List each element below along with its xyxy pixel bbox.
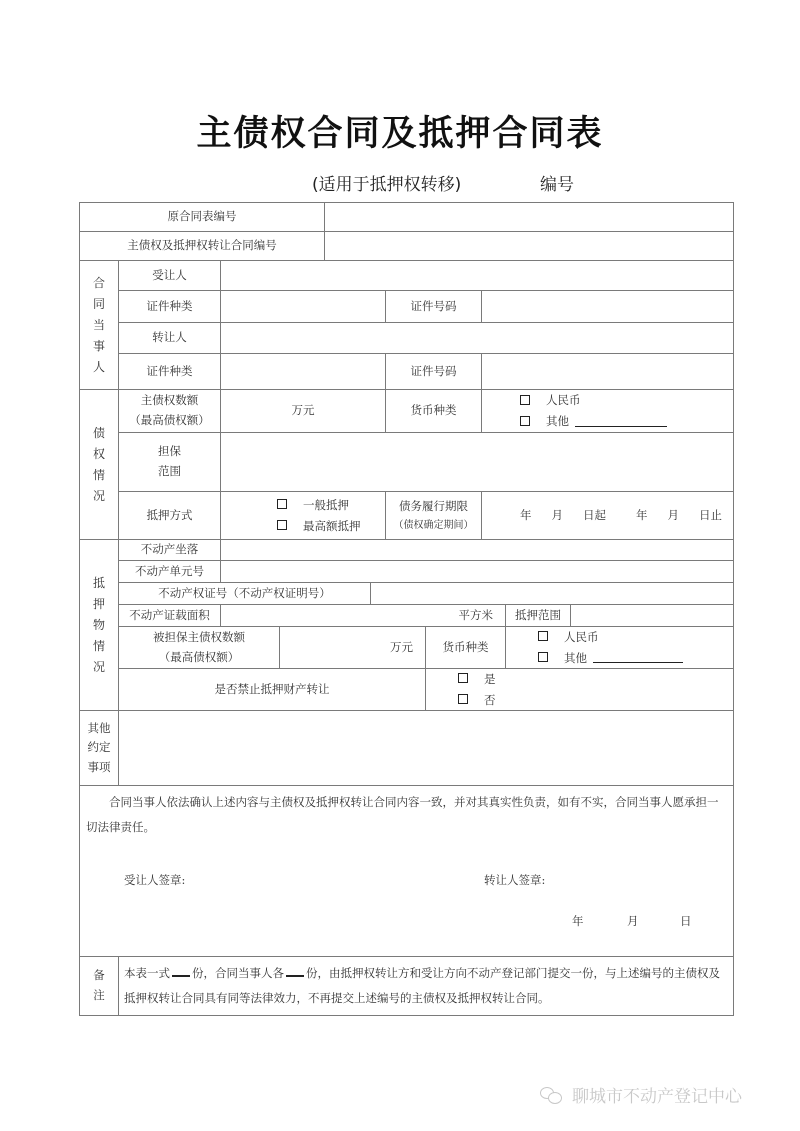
- debt-term-field[interactable]: [481, 491, 734, 540]
- collateral-currency-options: [505, 626, 734, 669]
- document-subtitle: (适用于抵押权转移): [312, 175, 462, 195]
- remarks-line2: 注: [93, 988, 105, 1002]
- transfer-ban-label: 是否禁止抵押财产转让: [118, 668, 426, 711]
- claim-currency-other-label: 其他: [546, 414, 569, 428]
- debt-term-label-line2: （债权确定期间）: [393, 519, 474, 531]
- claim-currency-other-input[interactable]: [575, 417, 667, 427]
- guarantee-scope-line2: 范围: [158, 464, 181, 478]
- collateral-currency-other-option[interactable]: [538, 648, 683, 669]
- document-title: 主债权合同及抵押合同表: [196, 114, 604, 154]
- remarks-text-part3: 份，由抵押权转让方和受让方向不动产登记部门提交一份，与上述编号的主债权及抵押权转让合同具有同等法律效力，不再提交上述编号的主债权及抵押权转让合同。: [124, 966, 720, 1005]
- property-area-label: 不动产证载面积: [118, 604, 221, 627]
- original-contract-no-label: 原合同表编号: [79, 202, 325, 232]
- term-start-month: 月: [551, 507, 563, 522]
- transfer-ban-no-option[interactable]: [458, 690, 496, 711]
- term-start-day: 日起: [583, 507, 606, 522]
- sign-date-month: 月: [627, 914, 639, 928]
- checkbox-icon[interactable]: [277, 499, 287, 509]
- property-area-field[interactable]: [220, 604, 506, 627]
- collateral-currency-label: 货币种类: [425, 626, 506, 669]
- claim-currency-rmb-label: 人民币: [546, 393, 581, 407]
- copies-total-blank[interactable]: [172, 967, 190, 977]
- mortgage-scope-label: 抵押范围: [505, 604, 571, 627]
- debt-term-label: [385, 491, 482, 540]
- transferor-id-no-field[interactable]: [481, 353, 734, 390]
- claim-currency-options: [481, 389, 734, 433]
- remarks-text-part2: 份，合同当事人各: [192, 966, 284, 980]
- secured-amount-unit: 万元: [390, 639, 413, 654]
- claim-amount-label-line2: （最高债权额）: [129, 413, 210, 427]
- remarks-text-part1: 本表一式: [124, 966, 170, 980]
- checkbox-icon[interactable]: [538, 652, 548, 662]
- guarantee-scope-field[interactable]: [220, 432, 734, 492]
- collateral-currency-other-input[interactable]: [593, 653, 683, 663]
- collateral-currency-other-label: 其他: [564, 650, 587, 665]
- claim-amount-unit: 万元: [291, 403, 315, 418]
- mortgage-type-label: 抵押方式: [118, 491, 221, 540]
- secured-amount-label-line1: 被担保主债权数额: [153, 629, 245, 644]
- collateral-section-label: [79, 539, 119, 711]
- term-end-month: 月: [667, 507, 679, 522]
- transferee-field[interactable]: [220, 260, 734, 291]
- transfer-contract-no-label: 主债权及抵押权转让合同编号: [79, 231, 325, 261]
- other-terms-line1: 其他: [87, 720, 111, 735]
- declaration-text: 合同当事人依法确认上述内容与主债权及抵押权转让合同内容一致，并对其真实性负责，如有不实，合同当事人愿承担一切法律责任。: [86, 795, 719, 834]
- mortgage-type-maximum-label: 最高额抵押: [303, 518, 361, 533]
- property-unit-no-field[interactable]: [220, 560, 734, 583]
- claim-section-text: 债权情况: [92, 425, 105, 503]
- mortgage-type-maximum-option[interactable]: [277, 516, 361, 537]
- id-no-label: 证件号码: [385, 290, 482, 323]
- remarks-line1: 备: [93, 968, 105, 983]
- copies-each-blank[interactable]: [286, 967, 304, 977]
- transferee-label: 受让人: [118, 260, 221, 291]
- property-area-unit: 平方米: [458, 607, 493, 622]
- serial-number-label: 编号: [540, 175, 574, 195]
- checkbox-icon[interactable]: [277, 520, 287, 530]
- term-end-day: 日止: [699, 507, 722, 522]
- guarantee-scope-line1: 担保: [158, 444, 181, 459]
- transferor-field[interactable]: [220, 322, 734, 354]
- collateral-section-text: 抵押物情况: [92, 575, 105, 674]
- secured-amount-label-line2: （最高债权额）: [158, 649, 240, 664]
- transfer-ban-no-label: 否: [484, 692, 496, 707]
- watermark-text: 聊城市不动产登记中心: [572, 1087, 742, 1107]
- property-cert-no-field[interactable]: [370, 582, 734, 605]
- checkbox-icon[interactable]: [458, 694, 468, 704]
- id-type-label: 证件种类: [118, 290, 221, 323]
- transferee-signature-label: 受让人签章:: [124, 873, 186, 887]
- sign-date-year: 年: [572, 914, 584, 928]
- term-start-year: 年: [520, 507, 532, 522]
- property-unit-no-label: 不动产单元号: [118, 560, 221, 583]
- term-end-year: 年: [636, 507, 648, 522]
- secured-amount-label: [118, 626, 280, 669]
- claim-amount-field[interactable]: [220, 389, 386, 433]
- transferee-id-no-field[interactable]: [481, 290, 734, 323]
- transferor-signature-label: 转让人签章:: [484, 873, 546, 887]
- mortgage-scope-field[interactable]: [570, 604, 734, 627]
- other-terms-label: [79, 710, 119, 786]
- debt-term-label-line1: 债务履行期限: [399, 499, 468, 514]
- claim-section-label: [79, 389, 119, 540]
- other-terms-line2: 约定: [87, 740, 111, 755]
- original-contract-no-field[interactable]: [324, 202, 734, 232]
- collateral-currency-rmb-option[interactable]: [538, 627, 599, 648]
- sign-date-day: 日: [680, 914, 692, 928]
- collateral-currency-rmb-label: 人民币: [564, 629, 599, 644]
- parties-section-text: 合同当事人: [92, 275, 105, 374]
- id-type-label-2: 证件种类: [118, 353, 221, 390]
- wechat-icon: [540, 1087, 562, 1103]
- watermark: [540, 1082, 742, 1107]
- claim-currency-other-option[interactable]: [520, 411, 667, 432]
- transfer-contract-no-field[interactable]: [324, 231, 734, 261]
- other-terms-line3: 事项: [87, 759, 111, 774]
- checkbox-icon[interactable]: [458, 673, 468, 683]
- guarantee-scope-label: [118, 432, 221, 492]
- other-terms-field[interactable]: [118, 710, 734, 786]
- transfer-ban-yes-label: 是: [484, 671, 496, 686]
- checkbox-icon[interactable]: [520, 395, 530, 405]
- claim-currency-rmb-option[interactable]: [520, 390, 581, 411]
- secured-amount-field[interactable]: [279, 626, 426, 669]
- transferor-label: 转让人: [118, 322, 221, 354]
- transfer-ban-yes-option[interactable]: [458, 669, 496, 690]
- transferee-id-type-field[interactable]: [220, 290, 386, 323]
- property-cert-no-label: 不动产权证号（不动产权证明号）: [118, 582, 371, 605]
- checkbox-icon[interactable]: [520, 416, 530, 426]
- claim-currency-label: 货币种类: [385, 389, 482, 433]
- claim-amount-label: [118, 389, 221, 433]
- transferor-id-type-field[interactable]: [220, 353, 386, 390]
- remarks-label: [79, 956, 119, 1016]
- id-no-label-2: 证件号码: [385, 353, 482, 390]
- property-location-field[interactable]: [220, 539, 734, 561]
- claim-amount-label-line1: 主债权数额: [140, 393, 199, 408]
- transfer-ban-options: [425, 668, 734, 711]
- checkbox-icon[interactable]: [538, 631, 548, 641]
- mortgage-type-general-label: 一般抵押: [303, 497, 349, 512]
- mortgage-type-general-option[interactable]: [277, 495, 349, 516]
- mortgage-type-options: [220, 491, 386, 540]
- property-location-label: 不动产坐落: [118, 539, 221, 561]
- parties-section-label: [79, 260, 119, 390]
- remarks-text: [124, 961, 728, 1011]
